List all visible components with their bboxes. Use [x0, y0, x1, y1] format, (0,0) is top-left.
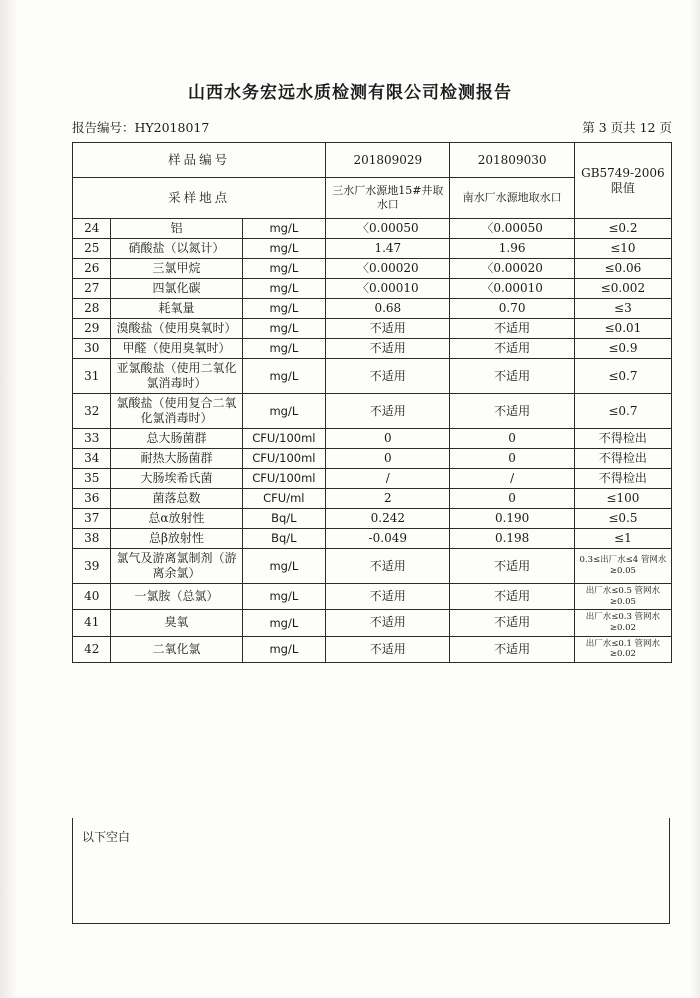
limit-value: ≤0.002 — [574, 279, 671, 299]
parameter-unit: CFU/100ml — [242, 469, 326, 489]
row-index: 33 — [73, 429, 111, 449]
row-index: 35 — [73, 469, 111, 489]
value-sample-1: 0 — [326, 449, 450, 469]
row-index: 32 — [73, 394, 111, 429]
row-index: 28 — [73, 299, 111, 319]
parameter-unit: mg/L — [242, 359, 326, 394]
parameter-name: 耗氧量 — [111, 299, 242, 319]
parameter-name: 氯气及游离氯制剂（游离余氯） — [111, 549, 242, 584]
parameter-unit: mg/L — [242, 394, 326, 429]
header-sample-2: 201809030 — [450, 143, 574, 178]
value-sample-2: 不适用 — [450, 394, 574, 429]
blank-area-box — [72, 818, 670, 924]
table-row — [73, 610, 672, 636]
parameter-unit: CFU/ml — [242, 489, 326, 509]
value-sample-2: 不适用 — [450, 339, 574, 359]
parameter-name: 菌落总数 — [111, 489, 242, 509]
value-sample-1: 0.68 — [326, 299, 450, 319]
parameter-name: 氯酸盐（使用复合二氧化氯消毒时） — [111, 394, 242, 429]
parameter-name: 总α放射性 — [111, 509, 242, 529]
table-row — [73, 339, 672, 359]
row-index: 25 — [73, 239, 111, 259]
limit-value: 出厂水≤0.3 管网水≥0.02 — [574, 610, 671, 636]
header-site-label: 采样地点 — [73, 178, 326, 219]
limit-value: ≤0.7 — [574, 359, 671, 394]
parameter-unit: CFU/100ml — [242, 429, 326, 449]
scan-edge-right — [690, 0, 700, 998]
parameter-unit: mg/L — [242, 584, 326, 610]
row-index: 36 — [73, 489, 111, 509]
value-sample-1: 不适用 — [326, 359, 450, 394]
parameter-unit: mg/L — [242, 219, 326, 239]
table-row — [73, 319, 672, 339]
table-row — [73, 584, 672, 610]
value-sample-1: 〈0.00020 — [326, 259, 450, 279]
value-sample-1: 〈0.00010 — [326, 279, 450, 299]
parameter-unit: mg/L — [242, 259, 326, 279]
header-sample-label: 样品编号 — [73, 143, 326, 178]
limit-value: 不得检出 — [574, 469, 671, 489]
parameter-name: 硝酸盐（以氮计） — [111, 239, 242, 259]
table-row — [73, 299, 672, 319]
header-limit-label: GB5749-2006 限值 — [574, 143, 671, 219]
table-row — [73, 636, 672, 662]
limit-value: ≤10 — [574, 239, 671, 259]
value-sample-1: 不适用 — [326, 319, 450, 339]
value-sample-2: 不适用 — [450, 610, 574, 636]
value-sample-1: 不适用 — [326, 610, 450, 636]
limit-value: 出厂水≤0.5 管网水≥0.05 — [574, 584, 671, 610]
parameter-name: 大肠埃希氏菌 — [111, 469, 242, 489]
value-sample-1: 不适用 — [326, 549, 450, 584]
row-index: 24 — [73, 219, 111, 239]
table-row — [73, 359, 672, 394]
report-number: 报告编号：HY2018017 — [72, 120, 210, 135]
value-sample-1: 不适用 — [326, 636, 450, 662]
parameter-unit: Bq/L — [242, 529, 326, 549]
table-row — [73, 259, 672, 279]
value-sample-2: 〈0.00050 — [450, 219, 574, 239]
parameter-name: 二氧化氯 — [111, 636, 242, 662]
limit-value: ≤0.9 — [574, 339, 671, 359]
limit-value: ≤0.2 — [574, 219, 671, 239]
table-row — [73, 549, 672, 584]
parameter-unit: mg/L — [242, 339, 326, 359]
header-site-2: 南水厂水源地取水口 — [450, 178, 574, 219]
document-meta — [72, 118, 672, 136]
row-index: 34 — [73, 449, 111, 469]
value-sample-1: 不适用 — [326, 584, 450, 610]
value-sample-2: 不适用 — [450, 636, 574, 662]
table-row — [73, 219, 672, 239]
value-sample-1: / — [326, 469, 450, 489]
parameter-name: 甲醛（使用臭氧时） — [111, 339, 242, 359]
value-sample-1: 2 — [326, 489, 450, 509]
value-sample-2: 〈0.00010 — [450, 279, 574, 299]
limit-value: ≤100 — [574, 489, 671, 509]
parameter-unit: mg/L — [242, 610, 326, 636]
parameter-name: 四氯化碳 — [111, 279, 242, 299]
limit-value: 不得检出 — [574, 449, 671, 469]
parameter-unit: Bq/L — [242, 509, 326, 529]
parameter-name: 溴酸盐（使用臭氧时） — [111, 319, 242, 339]
value-sample-2: 0 — [450, 489, 574, 509]
value-sample-2: 0 — [450, 449, 574, 469]
limit-value: ≤0.01 — [574, 319, 671, 339]
table-row — [73, 489, 672, 509]
limit-value: ≤1 — [574, 529, 671, 549]
row-index: 39 — [73, 549, 111, 584]
table-row — [73, 429, 672, 449]
row-index: 27 — [73, 279, 111, 299]
value-sample-2: 不适用 — [450, 549, 574, 584]
value-sample-1: 0 — [326, 429, 450, 449]
table-row — [73, 394, 672, 429]
value-sample-1: 0.242 — [326, 509, 450, 529]
parameter-name: 耐热大肠菌群 — [111, 449, 242, 469]
header-sample-1: 201809029 — [326, 143, 450, 178]
parameter-name: 亚氯酸盐（使用二氧化氯消毒时） — [111, 359, 242, 394]
value-sample-1: 〈0.00050 — [326, 219, 450, 239]
parameter-unit: mg/L — [242, 636, 326, 662]
limit-value: ≤0.7 — [574, 394, 671, 429]
parameter-unit: mg/L — [242, 279, 326, 299]
table-row — [73, 239, 672, 259]
scan-edge-left — [0, 0, 18, 998]
row-index: 26 — [73, 259, 111, 279]
results-table — [72, 142, 672, 663]
value-sample-2: 不适用 — [450, 359, 574, 394]
parameter-unit: mg/L — [242, 299, 326, 319]
table-row — [73, 529, 672, 549]
parameter-name: 总大肠菌群 — [111, 429, 242, 449]
table-row — [73, 509, 672, 529]
row-index: 40 — [73, 584, 111, 610]
limit-value: 0.3≤出厂水≤4 管网水≥0.05 — [574, 549, 671, 584]
value-sample-1: 不适用 — [326, 394, 450, 429]
table-row — [73, 469, 672, 489]
value-sample-2: 〈0.00020 — [450, 259, 574, 279]
row-index: 29 — [73, 319, 111, 339]
row-index: 37 — [73, 509, 111, 529]
parameter-unit: mg/L — [242, 549, 326, 584]
value-sample-2: 不适用 — [450, 319, 574, 339]
limit-value: 出厂水≤0.1 管网水≥0.02 — [574, 636, 671, 662]
page-title: 山西水务宏远水质检测有限公司检测报告 — [188, 83, 512, 103]
value-sample-2: 0 — [450, 429, 574, 449]
value-sample-2: 0.190 — [450, 509, 574, 529]
parameter-unit: mg/L — [242, 239, 326, 259]
parameter-name: 臭氧 — [111, 610, 242, 636]
table-row — [73, 449, 672, 469]
value-sample-1: -0.049 — [326, 529, 450, 549]
value-sample-1: 不适用 — [326, 339, 450, 359]
table-row — [73, 279, 672, 299]
row-index: 38 — [73, 529, 111, 549]
value-sample-2: / — [450, 469, 574, 489]
row-index: 42 — [73, 636, 111, 662]
parameter-name: 铝 — [111, 219, 242, 239]
parameter-unit: CFU/100ml — [242, 449, 326, 469]
parameter-name: 总β放射性 — [111, 529, 242, 549]
row-index: 41 — [73, 610, 111, 636]
limit-value: 不得检出 — [574, 429, 671, 449]
table-header-sample — [73, 143, 672, 178]
parameter-name: 一氯胺（总氯） — [111, 584, 242, 610]
header-site-1: 三水厂水源地15#井取水口 — [326, 178, 450, 219]
value-sample-2: 0.198 — [450, 529, 574, 549]
page-number: 第 3 页共 12 页 — [582, 120, 672, 135]
value-sample-1: 1.47 — [326, 239, 450, 259]
limit-value: ≤0.06 — [574, 259, 671, 279]
parameter-unit: mg/L — [242, 319, 326, 339]
limit-value: ≤0.5 — [574, 509, 671, 529]
value-sample-2: 0.70 — [450, 299, 574, 319]
row-index: 30 — [73, 339, 111, 359]
blank-area-note: 以下空白 — [82, 830, 131, 844]
row-index: 31 — [73, 359, 111, 394]
value-sample-2: 不适用 — [450, 584, 574, 610]
parameter-name: 三氯甲烷 — [111, 259, 242, 279]
value-sample-2: 1.96 — [450, 239, 574, 259]
limit-value: ≤3 — [574, 299, 671, 319]
